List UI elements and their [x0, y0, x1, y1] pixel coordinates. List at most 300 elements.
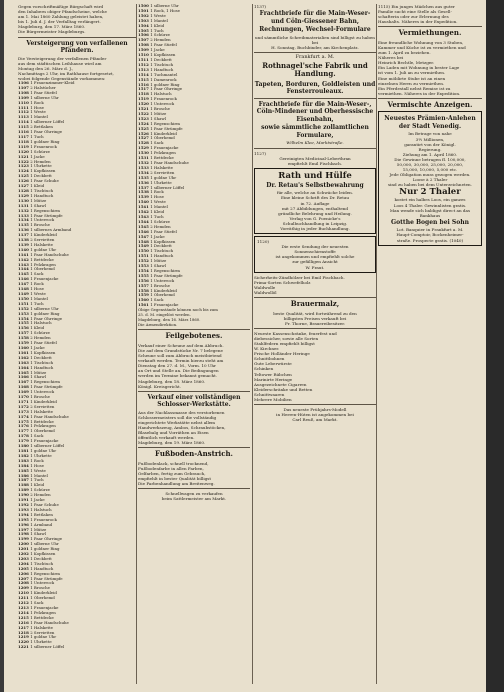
item-description: 1 Rock	[30, 99, 44, 105]
ad5-text	[257, 190, 373, 231]
intro-notice	[18, 4, 136, 35]
item-number: 1178	[18, 433, 31, 439]
text-line: schafterin oder zur Erlernung des	[378, 14, 449, 20]
item-number: 1515	[138, 76, 151, 82]
item-description: 1 Schürze	[150, 32, 170, 38]
item-description: 1 Paar Schuhe	[30, 178, 59, 184]
divider	[138, 447, 250, 448]
item-number: 1133	[18, 212, 31, 218]
item-description: 1 Halskette	[30, 624, 53, 630]
text-line: Sonnenschirmstoffe	[294, 249, 336, 255]
text-line: Regierung.	[418, 146, 442, 152]
item-description: 2 Servietten	[30, 403, 55, 409]
item-number: 1147	[18, 281, 31, 287]
item-number: 1138	[18, 237, 31, 243]
item-number: 1502	[138, 12, 151, 18]
text-line: Vorräthig in jeder Buchhandlung.	[280, 226, 350, 231]
item-number: 1199	[18, 536, 31, 542]
item-description: 1 Paar Strümpfe	[150, 125, 183, 131]
item-number: 1185	[18, 467, 31, 473]
item-number: 1172	[18, 403, 31, 409]
item-number: 1179	[18, 438, 31, 444]
item-description: 1 Kleid	[150, 22, 165, 28]
item-description: 2 Hemden	[150, 37, 171, 43]
item-number: 1107	[18, 84, 31, 90]
item-description: 1 Tischtuch	[30, 359, 54, 365]
item-number: 1118	[18, 138, 31, 144]
item-number: 1553	[138, 263, 151, 269]
item-description: 1 Kinderkleid	[150, 287, 177, 293]
item-number: 1213	[18, 605, 31, 610]
text-line: Kleiderschränke und Betten	[254, 386, 313, 392]
ad7-text	[254, 275, 376, 295]
item-number: 1170	[18, 394, 31, 400]
text-line: kostet ein halbes Loos, ein ganzes	[394, 197, 466, 203]
top-notice	[378, 4, 482, 24]
versteigerung-text	[18, 56, 136, 81]
item-description: 1 Oberhemd	[30, 266, 55, 272]
item-description: 1 silberner Löffel	[30, 443, 65, 449]
text-line: Mehrere Mobilien	[254, 397, 292, 403]
item-number: 1528	[138, 140, 151, 146]
item-number: 1119	[18, 143, 31, 149]
item-number: 1507	[138, 37, 151, 43]
item-number: 1532	[138, 160, 151, 165]
ad3-title: Frachtbriefe für die Main-Weser-, Cöln-Mindener und Oberhessische Eisenbahn,	[256, 100, 374, 123]
item-description: 1 Paar Ohrringe	[30, 536, 63, 542]
text-line: Waldwollöl	[254, 289, 277, 295]
item-number: 1164	[18, 364, 31, 370]
item-description: 1 Frauenrock	[30, 143, 57, 149]
text-line: für alle, welche an Schwäche leiden.	[276, 190, 354, 196]
ad1-title: Frachtbriefe für die Main-Weser- und Cöln-Giessener Bahn,	[259, 10, 371, 25]
item-description: 1 Tuch	[30, 477, 44, 483]
item-number: 1150	[18, 295, 31, 301]
item-description: 1 Pelzkragen	[30, 609, 56, 615]
item-description: 1 Mütze	[150, 110, 167, 116]
text-line: Schulbuchhandlung in Leipzig.	[282, 220, 348, 226]
item-description: 1 Jacke	[30, 497, 45, 503]
column-rule	[136, 4, 137, 684]
text-line: Oelfarben, fertig zum Gebrauch,	[138, 471, 206, 477]
text-line: Kammer und Küche ist zu vermiethen und	[378, 44, 466, 50]
item-description: 2 Servietten	[30, 237, 55, 243]
item-number: 1156	[18, 325, 31, 331]
text-line: Prima-Sorten Schwefelholz	[254, 279, 311, 285]
item-number: 1209	[18, 585, 31, 591]
item-number: 1559	[138, 292, 151, 298]
item-number: 1548	[138, 238, 151, 244]
item-number: 1214	[18, 609, 31, 615]
item-number: 1157	[18, 330, 31, 336]
item-number: 1145	[18, 271, 31, 277]
item-description: 1 Kopfkissen	[30, 551, 56, 557]
text-line: Dienstag den 27. d. M., Vorm. 10 Uhr	[138, 363, 216, 369]
item-number: 1167	[18, 379, 31, 385]
item-number: 1161	[18, 349, 31, 355]
text-line: wobei folgende Gegenstände vorkommen:	[18, 75, 106, 81]
text-line: beim Sattlermeister am Markt.	[161, 496, 227, 502]
item-description: 1 Mantel	[150, 17, 168, 23]
item-number: 1159	[18, 340, 31, 346]
item-number: 1215	[18, 614, 31, 620]
item-number: 1152	[18, 305, 31, 311]
item-description: 1 silberner Löffel	[150, 184, 185, 190]
item-description: 1 goldne Uhr	[150, 174, 177, 180]
item-description: 1 Shawl	[150, 263, 166, 269]
notice-line: Magdeburg, den 17. März 1860.	[18, 24, 86, 30]
item-number: 1148	[18, 286, 31, 292]
text-line: Die Armendirektion.	[138, 321, 178, 327]
item-description: 1 Jacke	[150, 233, 165, 239]
item-description: 1 Mantel	[30, 295, 48, 301]
text-line: Heinrich Bechtle, Metzger.	[378, 60, 435, 66]
sonnenschirm-box	[254, 236, 376, 273]
item-description: 1 Tischtuch	[30, 560, 54, 566]
redemption-note	[138, 308, 250, 327]
item-number: 1125	[18, 173, 31, 179]
item-description: 1 Halskette	[30, 408, 53, 414]
item-description: 1 Brosche	[30, 394, 50, 400]
item-number: 1129	[18, 192, 31, 198]
item-number: 1139	[18, 241, 31, 247]
text-line: einzelnen Herrn zu vermiethen.	[378, 80, 445, 86]
text-line: Eine kleine Schrift des Dr. Retau	[280, 195, 350, 201]
ad6-number: 1120)	[257, 239, 270, 245]
item-number: 1130	[18, 197, 31, 203]
item-description: 1 goldne Uhr	[30, 634, 57, 640]
item-number: 1538	[138, 189, 151, 195]
text-line: Handwerkszeug, Ambos, Schraubstöcken,	[138, 425, 226, 430]
text-line: Fußbodenlack, schnell trocknend,	[138, 460, 209, 466]
item-description: 1 goldner Ring	[150, 81, 180, 87]
item-description: 1 Kopfkissen	[150, 52, 176, 58]
item-number: 1536	[138, 179, 151, 185]
text-line: Näheres bei	[378, 55, 404, 61]
item-description: 1 silberner Löffel	[30, 644, 65, 650]
item-number: 1554	[138, 267, 151, 273]
item-description: 1 Handtuch	[150, 66, 174, 72]
item-number: 1134	[18, 217, 31, 223]
item-description: 1 Rock	[150, 189, 164, 195]
item-description: 1 Jacke	[150, 47, 165, 53]
item-description: 1 Frauenjacke	[30, 276, 59, 282]
item-number: 1109	[18, 94, 31, 100]
item-number: 1531	[138, 155, 151, 161]
item-number: 1160	[18, 344, 31, 350]
item-number: 1180	[18, 443, 31, 449]
item-number: 1200	[18, 541, 31, 547]
text-line: Ein Laden mit Wohnung in bester Lage	[378, 65, 460, 71]
item-number: 1541	[138, 204, 151, 210]
item-number: 1163	[18, 359, 31, 365]
item-description: 1 Mantel	[150, 204, 168, 210]
item-number: 1122	[18, 158, 31, 164]
item-number: 1171	[18, 398, 31, 404]
item-description: 1 Paar Stiefel	[30, 89, 57, 95]
text-line: Marinirte Heringe	[254, 376, 293, 382]
item-description: 1 Handtuch	[30, 192, 54, 198]
item-number: 1513	[138, 66, 151, 72]
pawn-item-list	[18, 81, 136, 650]
item-description: 1 Handtuch	[150, 253, 174, 259]
item-description: 1 Schürze	[30, 330, 50, 336]
item-description: 1 Pelzkragen	[30, 423, 56, 429]
text-line: Die Gewinne betragen fl. 100,000,	[394, 156, 466, 162]
item-description: 1 Paar Strümpfe	[30, 212, 63, 218]
item-number: 1550	[138, 248, 151, 254]
text-line: 1115) Ein junges Mädchen aus guter	[378, 4, 455, 9]
text-line: eingerichtete Werkstätte nebst allem	[138, 419, 216, 425]
item-number: 1182	[18, 452, 31, 458]
item-description: 1 Brosche	[150, 282, 170, 288]
item-number: 1114	[18, 119, 31, 125]
item-number: 1192	[18, 501, 31, 507]
item-description: 1 Uhrkette	[150, 179, 172, 185]
item-number: 1106	[18, 80, 31, 86]
item-number: 1141	[18, 251, 31, 257]
text-line: Teltower Rübchen	[254, 371, 292, 377]
item-number: 1197	[18, 526, 31, 532]
item-description: 2 Bettlaken	[30, 124, 53, 130]
item-description: 1 Tischtuch	[150, 61, 174, 67]
item-description: 1 Paar Stiefel	[150, 42, 177, 48]
item-description: 1 Oberhemd	[150, 135, 175, 141]
item-description: 1 Tuchmantel	[150, 71, 178, 77]
item-description: 1 Bettlaken	[30, 511, 53, 517]
item-description: 1 Rock, 1 Hose	[150, 7, 180, 13]
text-line: Nachmittags 2 Uhr, im Rathhause fortgesetzt,	[18, 70, 114, 76]
item-description: 1 goldner Ring	[30, 546, 60, 552]
heading-vermiethungen: Vermiethungen.	[398, 28, 462, 38]
text-line: Man wende sich baldigst direct an das	[389, 207, 471, 213]
text-line: Scheune soll zum Abbruch meistbietend	[138, 353, 222, 359]
text-line: Verkauf einer Scheune auf dem Abbruch.	[138, 342, 224, 348]
item-number: 1117	[18, 134, 31, 139]
item-number: 1151	[18, 300, 31, 306]
text-line: Haupt-Comptoir, Bockenheimer-	[396, 232, 464, 238]
ad2-subtitle: Tapeten, Borduren, Goldleisten und Fensterrouleaux.	[254, 80, 376, 96]
text-line: Die erste Sendung der neuesten	[281, 244, 349, 250]
text-line: billigsten Preisen verkauft bei	[283, 315, 347, 321]
lottery-box	[378, 111, 482, 245]
item-number: 1184	[18, 462, 31, 468]
item-number: 1143	[18, 261, 31, 267]
item-description: 1 Halstuch	[30, 320, 52, 326]
ad2-place: Frankfurt a. M.	[295, 53, 335, 60]
item-number: 1557	[138, 282, 151, 288]
item-number: 1137	[18, 232, 31, 238]
text-line: gründliche Belehrung und Heilung.	[278, 210, 352, 216]
item-number: 1210	[18, 590, 31, 596]
item-number: 1522	[138, 110, 151, 116]
item-number: 1149	[18, 291, 31, 296]
item-number: 1136	[18, 227, 31, 233]
item-number: 1551	[138, 253, 151, 259]
item-number: 1120	[18, 148, 31, 154]
item-number: 1162	[18, 354, 31, 360]
text-line: an Ort und Stelle an. Die Bedingungen	[138, 368, 219, 374]
text-line: 25. d. M. eingelöst werden.	[138, 311, 191, 317]
notice-line: am 1. Mai 1860 Zahlung geleistet haben,	[18, 14, 104, 20]
item-description: 1 silberne Uhr	[30, 541, 59, 547]
divider	[254, 297, 376, 298]
item-number: 1158	[18, 335, 31, 341]
ad1-number: 1137)	[254, 4, 267, 9]
item-number: 1126	[18, 178, 31, 184]
text-line: Ausgezeichnete Cigarren	[254, 381, 307, 387]
item-description: 1 Deckbett	[150, 243, 172, 249]
item-description: 1 Weste	[30, 291, 46, 296]
item-number: 1216	[18, 619, 31, 625]
text-line: beste Qualität, wird fortwährend zu den	[273, 310, 357, 316]
item-description: 1 Sack	[30, 271, 44, 277]
item-description: 1 Paar Strümpfe	[30, 384, 63, 390]
text-line: in 72. Auflage	[300, 200, 330, 206]
item-number: 1526	[138, 130, 151, 136]
item-description: 1 Schürze	[30, 487, 50, 493]
item-number: 1546	[138, 228, 151, 234]
text-line: Neueste Kassenschränke, feuerfest und	[254, 330, 337, 336]
text-line: H. Sonntag, Buchbinder, am Kirchenplatz.	[271, 44, 359, 50]
item-description: 1 Halstuch	[30, 506, 52, 512]
pawn-item	[18, 645, 136, 650]
item-description: 1 Mantel	[30, 114, 48, 120]
item-description: 1 Shawl	[30, 531, 46, 537]
item-number: 1132	[18, 207, 31, 213]
item-description: 1 Unterrock	[30, 389, 55, 395]
item-number: 1177	[18, 428, 31, 434]
item-number: 1523	[138, 115, 151, 121]
item-number: 1194	[18, 511, 31, 517]
heading-versteigerung: Versteigerung von verfallenen Pfändern.	[26, 39, 128, 55]
item-description: 1 Pelzkragen	[30, 261, 56, 267]
item-description: 1 Paar Ohrringe	[30, 315, 63, 321]
text-line: Blasebalg und Vorräthen an Eisen	[138, 430, 209, 436]
text-line: empfiehlt Emil Fischbach.	[287, 160, 343, 166]
item-description: 1 Bettdecke	[150, 155, 174, 161]
item-number: 1537	[138, 184, 151, 190]
item-number: 1127	[18, 183, 31, 189]
verkauf-text	[138, 410, 250, 446]
text-line: ist vom 1. Juli an zu vermiethen.	[378, 70, 446, 76]
item-number: 1198	[18, 531, 31, 537]
item-number: 1165	[18, 369, 31, 375]
divider	[138, 488, 250, 489]
item-description: 1 silberne Uhr	[30, 305, 59, 311]
item-number: 1530	[138, 150, 151, 156]
item-description: 1 Regenschirm	[30, 570, 60, 576]
item-description: 1 Handtuch	[30, 565, 54, 571]
item-number: 1547	[138, 233, 151, 239]
item-description: 1 Regenschirm	[30, 207, 60, 213]
small-ads	[254, 331, 376, 402]
item-description: 1 Tuch	[30, 300, 44, 306]
lottery-heading: Neuestes Prämien-Anlehen der Stadt Venedig.	[384, 115, 476, 130]
item-number: 1211	[18, 595, 31, 601]
notice-line: Die Bürgermeister Magdeburgs.	[18, 29, 86, 35]
text-line: Im Betrage von nahe	[408, 131, 452, 137]
item-description: 1 Frauenjacke	[150, 302, 179, 308]
divider	[138, 391, 250, 392]
text-line: sind zu haben bei dem Unterzeichneten.	[388, 182, 472, 188]
item-description: 1 Jacke	[30, 344, 45, 350]
item-description: 1 silberne Uhr	[150, 4, 179, 8]
item-number: 1206	[18, 570, 31, 576]
text-line: Schnittwaaren	[254, 391, 285, 397]
item-number: 1203	[18, 555, 31, 561]
item-description: 1 Tischtuch	[150, 248, 174, 254]
item-description: 1 Paar Ohrringe	[150, 86, 183, 92]
item-description: 1 Hose	[30, 104, 44, 110]
item-description: 1 Kopfkissen	[150, 238, 176, 244]
item-description: 1 Rock	[30, 281, 44, 287]
text-line: Die Farbenhandlung am Breitenweg.	[138, 481, 215, 487]
text-line: und sämmtliche Schreibmaterialien sind billigst zu haben bei	[255, 34, 375, 45]
item-description: 2 Hemden	[30, 335, 51, 341]
item-description: 1 Kopfkissen	[30, 349, 56, 355]
item-description: 1 Weste	[150, 12, 166, 18]
item-number: 1121	[18, 153, 31, 159]
item-number: 1527	[138, 135, 151, 141]
item-description: 1 Hose	[30, 286, 44, 292]
text-line: Die Versteigerung der verfallenen Pfänder	[18, 55, 107, 61]
item-description: 1 Sack	[30, 433, 44, 439]
item-description: 1 Brosche	[30, 222, 50, 228]
item-description: 1 Halskette	[30, 241, 53, 247]
item-number: 1153	[18, 310, 31, 316]
column-rule	[376, 4, 377, 684]
heading-vermischte: Vermischte Anzeigen.	[387, 99, 473, 109]
brauermalz-title: Brauermalz,	[290, 299, 340, 309]
item-description: 1 Rock	[30, 457, 44, 463]
item-number: 1517	[138, 86, 151, 92]
item-description: 1 Weste	[30, 109, 46, 115]
ad6-text	[257, 244, 373, 269]
text-line: ist angekommen und empfiehlt solche	[275, 254, 355, 260]
item-number: 1111	[18, 104, 31, 110]
item-description: 1 silberne Uhr	[30, 94, 59, 100]
text-line: Das neueste Frühjahrs-Modell	[283, 407, 347, 413]
item-number: 1207	[18, 575, 31, 581]
bank-footer	[381, 232, 479, 242]
divider	[18, 37, 136, 38]
text-line: Jede Obligation muss gezogen werden.	[389, 172, 471, 178]
item-description: 1 Oberhemd	[30, 428, 55, 434]
item-description: 1 Mantel	[30, 472, 48, 478]
item-number: 1556	[138, 277, 151, 283]
text-line: Schinken	[254, 366, 274, 372]
item-description: 1 Frauenrock	[150, 96, 177, 102]
item-description: 1 Frauenjacke	[30, 438, 59, 444]
item-number: 1503	[138, 17, 151, 23]
item-number: 1533	[138, 164, 151, 170]
item-description: 1 Regenschirm	[30, 379, 60, 385]
item-number: 1135	[18, 222, 31, 228]
item-number: 1186	[18, 472, 31, 478]
text-line: Sicherheits-Zündhölzer bei Emil Fischbach.	[254, 274, 345, 280]
divider	[254, 328, 376, 329]
item-description: 1 silbernes Armband	[30, 227, 72, 233]
column-rule	[252, 4, 253, 684]
item-number: 1542	[138, 209, 151, 215]
item-number: 1176	[18, 423, 31, 429]
item-number: 1558	[138, 287, 151, 293]
text-line: Verlag von G. Poenicke's	[289, 215, 341, 221]
item-description: 1 Shawl	[30, 202, 46, 208]
item-description: 1 Regenschirm	[150, 267, 180, 273]
item-number: 1506	[138, 32, 151, 38]
